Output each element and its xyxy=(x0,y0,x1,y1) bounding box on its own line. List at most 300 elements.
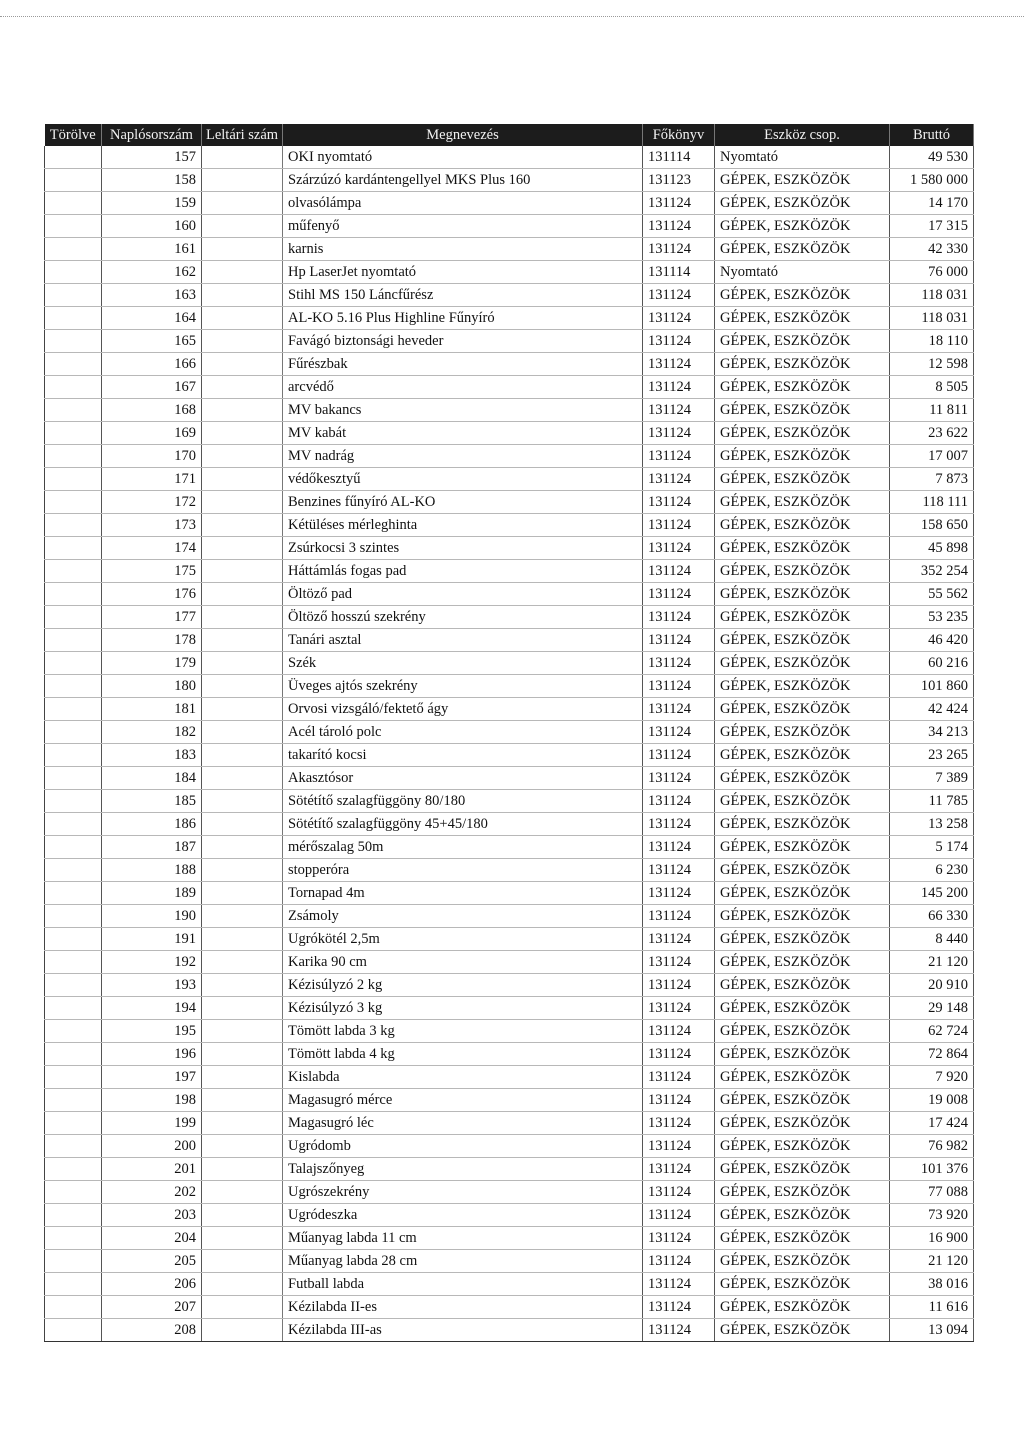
cell-inventory-number xyxy=(202,652,283,675)
cell-description: Akasztósor xyxy=(283,767,643,790)
table-row xyxy=(45,169,974,192)
cell-description: OKI nyomtató xyxy=(283,146,643,169)
cell-asset-group: GÉPEK, ESZKÖZÖK xyxy=(715,951,890,974)
cell-gross-value: 5 174 xyxy=(890,836,974,859)
table-row xyxy=(45,491,974,514)
cell-log-number: 208 xyxy=(102,1319,202,1342)
cell-gross-value: 42 424 xyxy=(890,698,974,721)
cell-ledger: 131114 xyxy=(643,146,715,169)
table-header xyxy=(45,124,974,146)
cell-gross-value: 18 110 xyxy=(890,330,974,353)
cell-deleted xyxy=(45,307,102,330)
cell-deleted xyxy=(45,1296,102,1319)
cell-deleted xyxy=(45,514,102,537)
cell-log-number: 198 xyxy=(102,1089,202,1112)
cell-asset-group: GÉPEK, ESZKÖZÖK xyxy=(715,238,890,261)
cell-gross-value: 34 213 xyxy=(890,721,974,744)
table-row xyxy=(45,330,974,353)
table-row xyxy=(45,974,974,997)
cell-deleted xyxy=(45,1020,102,1043)
cell-description: védőkesztyű xyxy=(283,468,643,491)
cell-description: MV bakancs xyxy=(283,399,643,422)
cell-log-number: 171 xyxy=(102,468,202,491)
cell-gross-value: 16 900 xyxy=(890,1227,974,1250)
cell-ledger: 131124 xyxy=(643,422,715,445)
scan-top-edge xyxy=(0,16,1024,17)
table-row xyxy=(45,928,974,951)
cell-description: Kézilabda III-as xyxy=(283,1319,643,1342)
cell-asset-group: GÉPEK, ESZKÖZÖK xyxy=(715,1227,890,1250)
cell-description: Tanári asztal xyxy=(283,629,643,652)
cell-deleted xyxy=(45,376,102,399)
cell-gross-value: 12 598 xyxy=(890,353,974,376)
cell-deleted xyxy=(45,169,102,192)
cell-ledger: 131124 xyxy=(643,1250,715,1273)
cell-deleted xyxy=(45,583,102,606)
cell-asset-group: GÉPEK, ESZKÖZÖK xyxy=(715,974,890,997)
cell-description: Szárzúzó kardántengellyel MKS Plus 160 xyxy=(283,169,643,192)
cell-description: Tömött labda 4 kg xyxy=(283,1043,643,1066)
cell-inventory-number xyxy=(202,1273,283,1296)
cell-asset-group: GÉPEK, ESZKÖZÖK xyxy=(715,491,890,514)
cell-log-number: 173 xyxy=(102,514,202,537)
cell-gross-value: 352 254 xyxy=(890,560,974,583)
cell-log-number: 179 xyxy=(102,652,202,675)
cell-ledger: 131124 xyxy=(643,560,715,583)
cell-ledger: 131124 xyxy=(643,583,715,606)
cell-description: Zsámoly xyxy=(283,905,643,928)
cell-ledger: 131124 xyxy=(643,1296,715,1319)
cell-inventory-number xyxy=(202,1066,283,1089)
cell-inventory-number xyxy=(202,1158,283,1181)
cell-log-number: 187 xyxy=(102,836,202,859)
cell-gross-value: 49 530 xyxy=(890,146,974,169)
cell-gross-value: 23 622 xyxy=(890,422,974,445)
cell-asset-group: Nyomtató xyxy=(715,261,890,284)
cell-asset-group: GÉPEK, ESZKÖZÖK xyxy=(715,675,890,698)
cell-log-number: 157 xyxy=(102,146,202,169)
cell-deleted xyxy=(45,1135,102,1158)
cell-asset-group: GÉPEK, ESZKÖZÖK xyxy=(715,284,890,307)
cell-ledger: 131124 xyxy=(643,537,715,560)
table-row xyxy=(45,675,974,698)
cell-asset-group: GÉPEK, ESZKÖZÖK xyxy=(715,376,890,399)
cell-deleted xyxy=(45,882,102,905)
table-row xyxy=(45,1089,974,1112)
cell-inventory-number xyxy=(202,1043,283,1066)
cell-ledger: 131124 xyxy=(643,1135,715,1158)
cell-description: Sötétítő szalagfüggöny 80/180 xyxy=(283,790,643,813)
cell-ledger: 131124 xyxy=(643,353,715,376)
cell-log-number: 166 xyxy=(102,353,202,376)
table-row xyxy=(45,583,974,606)
cell-description: műfenyő xyxy=(283,215,643,238)
cell-log-number: 194 xyxy=(102,997,202,1020)
table-row xyxy=(45,744,974,767)
cell-deleted xyxy=(45,1158,102,1181)
header-naplosorszam: Naplósorszám xyxy=(102,124,202,146)
cell-gross-value: 21 120 xyxy=(890,951,974,974)
cell-ledger: 131124 xyxy=(643,1043,715,1066)
cell-description: Üveges ajtós szekrény xyxy=(283,675,643,698)
table-row xyxy=(45,1181,974,1204)
cell-inventory-number xyxy=(202,721,283,744)
cell-ledger: 131124 xyxy=(643,928,715,951)
cell-ledger: 131124 xyxy=(643,376,715,399)
cell-description: Kézisúlyzó 3 kg xyxy=(283,997,643,1020)
table-row xyxy=(45,238,974,261)
header-row xyxy=(45,124,974,146)
cell-inventory-number xyxy=(202,629,283,652)
cell-inventory-number xyxy=(202,744,283,767)
cell-ledger: 131124 xyxy=(643,514,715,537)
table-row xyxy=(45,606,974,629)
cell-deleted xyxy=(45,1250,102,1273)
cell-inventory-number xyxy=(202,215,283,238)
cell-log-number: 181 xyxy=(102,698,202,721)
cell-description: Fűrészbak xyxy=(283,353,643,376)
cell-gross-value: 11 811 xyxy=(890,399,974,422)
cell-asset-group: GÉPEK, ESZKÖZÖK xyxy=(715,813,890,836)
cell-gross-value: 38 016 xyxy=(890,1273,974,1296)
cell-deleted xyxy=(45,1181,102,1204)
cell-gross-value: 53 235 xyxy=(890,606,974,629)
cell-description: Favágó biztonsági heveder xyxy=(283,330,643,353)
cell-log-number: 189 xyxy=(102,882,202,905)
table-row xyxy=(45,813,974,836)
cell-inventory-number xyxy=(202,307,283,330)
cell-gross-value: 7 389 xyxy=(890,767,974,790)
cell-log-number: 169 xyxy=(102,422,202,445)
cell-asset-group: GÉPEK, ESZKÖZÖK xyxy=(715,767,890,790)
cell-deleted xyxy=(45,744,102,767)
cell-deleted xyxy=(45,974,102,997)
cell-asset-group: GÉPEK, ESZKÖZÖK xyxy=(715,721,890,744)
cell-log-number: 162 xyxy=(102,261,202,284)
cell-deleted xyxy=(45,997,102,1020)
cell-deleted xyxy=(45,284,102,307)
table-row xyxy=(45,1112,974,1135)
cell-log-number: 182 xyxy=(102,721,202,744)
cell-log-number: 175 xyxy=(102,560,202,583)
cell-ledger: 131114 xyxy=(643,261,715,284)
cell-log-number: 176 xyxy=(102,583,202,606)
cell-description: mérőszalag 50m xyxy=(283,836,643,859)
cell-deleted xyxy=(45,422,102,445)
table-body xyxy=(45,146,974,1342)
header-megnevezes: Megnevezés xyxy=(283,124,643,146)
cell-description: Sötétítő szalagfüggöny 45+45/180 xyxy=(283,813,643,836)
table-row xyxy=(45,192,974,215)
cell-inventory-number xyxy=(202,698,283,721)
cell-ledger: 131124 xyxy=(643,1020,715,1043)
cell-gross-value: 23 265 xyxy=(890,744,974,767)
cell-asset-group: GÉPEK, ESZKÖZÖK xyxy=(715,399,890,422)
cell-asset-group: GÉPEK, ESZKÖZÖK xyxy=(715,583,890,606)
cell-asset-group: GÉPEK, ESZKÖZÖK xyxy=(715,1135,890,1158)
cell-inventory-number xyxy=(202,330,283,353)
cell-asset-group: GÉPEK, ESZKÖZÖK xyxy=(715,560,890,583)
cell-description: AL-KO 5.16 Plus Highline Fűnyíró xyxy=(283,307,643,330)
cell-gross-value: 76 982 xyxy=(890,1135,974,1158)
cell-asset-group: GÉPEK, ESZKÖZÖK xyxy=(715,537,890,560)
cell-inventory-number xyxy=(202,836,283,859)
cell-inventory-number xyxy=(202,422,283,445)
cell-asset-group: GÉPEK, ESZKÖZÖK xyxy=(715,192,890,215)
cell-deleted xyxy=(45,629,102,652)
cell-log-number: 193 xyxy=(102,974,202,997)
cell-gross-value: 46 420 xyxy=(890,629,974,652)
cell-deleted xyxy=(45,560,102,583)
cell-description: Talajszőnyeg xyxy=(283,1158,643,1181)
cell-inventory-number xyxy=(202,767,283,790)
cell-description: Ugrókötél 2,5m xyxy=(283,928,643,951)
table-row xyxy=(45,629,974,652)
cell-description: Ugrószekrény xyxy=(283,1181,643,1204)
cell-inventory-number xyxy=(202,974,283,997)
cell-deleted xyxy=(45,813,102,836)
table-row xyxy=(45,997,974,1020)
header-fokonyv: Főkönyv xyxy=(643,124,715,146)
cell-deleted xyxy=(45,192,102,215)
cell-log-number: 203 xyxy=(102,1204,202,1227)
cell-inventory-number xyxy=(202,1319,283,1342)
cell-asset-group: GÉPEK, ESZKÖZÖK xyxy=(715,1204,890,1227)
cell-gross-value: 13 258 xyxy=(890,813,974,836)
cell-log-number: 164 xyxy=(102,307,202,330)
cell-deleted xyxy=(45,468,102,491)
cell-description: Magasugró mérce xyxy=(283,1089,643,1112)
cell-ledger: 131124 xyxy=(643,307,715,330)
cell-ledger: 131124 xyxy=(643,1181,715,1204)
table-row xyxy=(45,514,974,537)
cell-deleted xyxy=(45,606,102,629)
cell-inventory-number xyxy=(202,537,283,560)
cell-gross-value: 13 094 xyxy=(890,1319,974,1342)
cell-inventory-number xyxy=(202,445,283,468)
cell-log-number: 178 xyxy=(102,629,202,652)
cell-log-number: 197 xyxy=(102,1066,202,1089)
table-row xyxy=(45,1043,974,1066)
table-row xyxy=(45,767,974,790)
cell-log-number: 163 xyxy=(102,284,202,307)
cell-deleted xyxy=(45,951,102,974)
cell-asset-group: GÉPEK, ESZKÖZÖK xyxy=(715,307,890,330)
cell-inventory-number xyxy=(202,1112,283,1135)
cell-gross-value: 17 315 xyxy=(890,215,974,238)
cell-log-number: 201 xyxy=(102,1158,202,1181)
cell-gross-value: 14 170 xyxy=(890,192,974,215)
cell-deleted xyxy=(45,215,102,238)
cell-inventory-number xyxy=(202,606,283,629)
cell-inventory-number xyxy=(202,284,283,307)
cell-ledger: 131124 xyxy=(643,445,715,468)
table-row xyxy=(45,399,974,422)
cell-deleted xyxy=(45,767,102,790)
cell-gross-value: 118 111 xyxy=(890,491,974,514)
cell-deleted xyxy=(45,675,102,698)
cell-deleted xyxy=(45,698,102,721)
cell-ledger: 131124 xyxy=(643,1066,715,1089)
cell-ledger: 131124 xyxy=(643,721,715,744)
table-row xyxy=(45,1204,974,1227)
cell-log-number: 184 xyxy=(102,767,202,790)
table-row xyxy=(45,1250,974,1273)
cell-ledger: 131124 xyxy=(643,652,715,675)
table-row xyxy=(45,859,974,882)
cell-description: Kézisúlyzó 2 kg xyxy=(283,974,643,997)
cell-deleted xyxy=(45,652,102,675)
cell-ledger: 131124 xyxy=(643,1089,715,1112)
table-row xyxy=(45,1066,974,1089)
cell-log-number: 167 xyxy=(102,376,202,399)
cell-gross-value: 20 910 xyxy=(890,974,974,997)
cell-deleted xyxy=(45,146,102,169)
cell-asset-group: GÉPEK, ESZKÖZÖK xyxy=(715,790,890,813)
cell-gross-value: 73 920 xyxy=(890,1204,974,1227)
cell-log-number: 185 xyxy=(102,790,202,813)
cell-deleted xyxy=(45,721,102,744)
cell-log-number: 196 xyxy=(102,1043,202,1066)
cell-gross-value: 11 616 xyxy=(890,1296,974,1319)
cell-ledger: 131124 xyxy=(643,1227,715,1250)
cell-log-number: 183 xyxy=(102,744,202,767)
table-row xyxy=(45,307,974,330)
cell-inventory-number xyxy=(202,238,283,261)
cell-gross-value: 17 007 xyxy=(890,445,974,468)
cell-asset-group: GÉPEK, ESZKÖZÖK xyxy=(715,629,890,652)
cell-gross-value: 101 860 xyxy=(890,675,974,698)
cell-asset-group: GÉPEK, ESZKÖZÖK xyxy=(715,1089,890,1112)
cell-description: MV kabát xyxy=(283,422,643,445)
cell-ledger: 131124 xyxy=(643,629,715,652)
cell-gross-value: 21 120 xyxy=(890,1250,974,1273)
cell-ledger: 131124 xyxy=(643,974,715,997)
header-eszkoz-csop: Eszköz csop. xyxy=(715,124,890,146)
table-row xyxy=(45,698,974,721)
cell-asset-group: GÉPEK, ESZKÖZÖK xyxy=(715,836,890,859)
cell-inventory-number xyxy=(202,353,283,376)
cell-inventory-number xyxy=(202,1296,283,1319)
cell-log-number: 158 xyxy=(102,169,202,192)
cell-ledger: 131124 xyxy=(643,767,715,790)
table-row xyxy=(45,1273,974,1296)
table-row xyxy=(45,353,974,376)
cell-deleted xyxy=(45,859,102,882)
cell-description: Ugródeszka xyxy=(283,1204,643,1227)
cell-description: Tömött labda 3 kg xyxy=(283,1020,643,1043)
cell-deleted xyxy=(45,353,102,376)
cell-log-number: 202 xyxy=(102,1181,202,1204)
cell-asset-group: GÉPEK, ESZKÖZÖK xyxy=(715,330,890,353)
cell-description: Műanyag labda 28 cm xyxy=(283,1250,643,1273)
table-row xyxy=(45,537,974,560)
cell-description: Kislabda xyxy=(283,1066,643,1089)
cell-log-number: 177 xyxy=(102,606,202,629)
cell-log-number: 186 xyxy=(102,813,202,836)
cell-gross-value: 45 898 xyxy=(890,537,974,560)
cell-deleted xyxy=(45,445,102,468)
cell-description: olvasólámpa xyxy=(283,192,643,215)
cell-asset-group: GÉPEK, ESZKÖZÖK xyxy=(715,905,890,928)
cell-inventory-number xyxy=(202,399,283,422)
cell-log-number: 190 xyxy=(102,905,202,928)
cell-gross-value: 7 873 xyxy=(890,468,974,491)
table-row xyxy=(45,1135,974,1158)
cell-ledger: 131124 xyxy=(643,905,715,928)
cell-deleted xyxy=(45,491,102,514)
cell-gross-value: 6 230 xyxy=(890,859,974,882)
cell-description: Ugródomb xyxy=(283,1135,643,1158)
cell-asset-group: GÉPEK, ESZKÖZÖK xyxy=(715,606,890,629)
cell-deleted xyxy=(45,399,102,422)
cell-gross-value: 55 562 xyxy=(890,583,974,606)
cell-description: Öltöző pad xyxy=(283,583,643,606)
cell-log-number: 165 xyxy=(102,330,202,353)
cell-gross-value: 66 330 xyxy=(890,905,974,928)
cell-deleted xyxy=(45,928,102,951)
cell-deleted xyxy=(45,836,102,859)
cell-ledger: 131124 xyxy=(643,836,715,859)
cell-asset-group: GÉPEK, ESZKÖZÖK xyxy=(715,1319,890,1342)
cell-ledger: 131124 xyxy=(643,330,715,353)
cell-ledger: 131124 xyxy=(643,238,715,261)
cell-description: Öltöző hosszú szekrény xyxy=(283,606,643,629)
table-row xyxy=(45,905,974,928)
cell-gross-value: 118 031 xyxy=(890,284,974,307)
cell-log-number: 170 xyxy=(102,445,202,468)
header-brutto: Bruttó xyxy=(890,124,974,146)
cell-description: Futball labda xyxy=(283,1273,643,1296)
cell-asset-group: Nyomtató xyxy=(715,146,890,169)
cell-asset-group: GÉPEK, ESZKÖZÖK xyxy=(715,1020,890,1043)
cell-gross-value: 8 505 xyxy=(890,376,974,399)
cell-gross-value: 17 424 xyxy=(890,1112,974,1135)
cell-asset-group: GÉPEK, ESZKÖZÖK xyxy=(715,928,890,951)
cell-description: Karika 90 cm xyxy=(283,951,643,974)
table-row xyxy=(45,836,974,859)
cell-deleted xyxy=(45,1204,102,1227)
cell-log-number: 206 xyxy=(102,1273,202,1296)
cell-log-number: 188 xyxy=(102,859,202,882)
cell-log-number: 174 xyxy=(102,537,202,560)
cell-gross-value: 29 148 xyxy=(890,997,974,1020)
cell-inventory-number xyxy=(202,675,283,698)
table-row xyxy=(45,422,974,445)
cell-inventory-number xyxy=(202,1181,283,1204)
cell-asset-group: GÉPEK, ESZKÖZÖK xyxy=(715,169,890,192)
table-row xyxy=(45,1227,974,1250)
cell-description: Háttámlás fogas pad xyxy=(283,560,643,583)
cell-inventory-number xyxy=(202,813,283,836)
cell-log-number: 205 xyxy=(102,1250,202,1273)
cell-gross-value: 62 724 xyxy=(890,1020,974,1043)
cell-inventory-number xyxy=(202,951,283,974)
cell-inventory-number xyxy=(202,491,283,514)
cell-asset-group: GÉPEK, ESZKÖZÖK xyxy=(715,422,890,445)
table-row xyxy=(45,1158,974,1181)
cell-ledger: 131124 xyxy=(643,790,715,813)
cell-asset-group: GÉPEK, ESZKÖZÖK xyxy=(715,1181,890,1204)
cell-inventory-number xyxy=(202,1227,283,1250)
cell-asset-group: GÉPEK, ESZKÖZÖK xyxy=(715,468,890,491)
cell-deleted xyxy=(45,1066,102,1089)
cell-asset-group: GÉPEK, ESZKÖZÖK xyxy=(715,859,890,882)
cell-ledger: 131124 xyxy=(643,1204,715,1227)
cell-inventory-number xyxy=(202,1250,283,1273)
cell-ledger: 131124 xyxy=(643,192,715,215)
cell-inventory-number xyxy=(202,859,283,882)
